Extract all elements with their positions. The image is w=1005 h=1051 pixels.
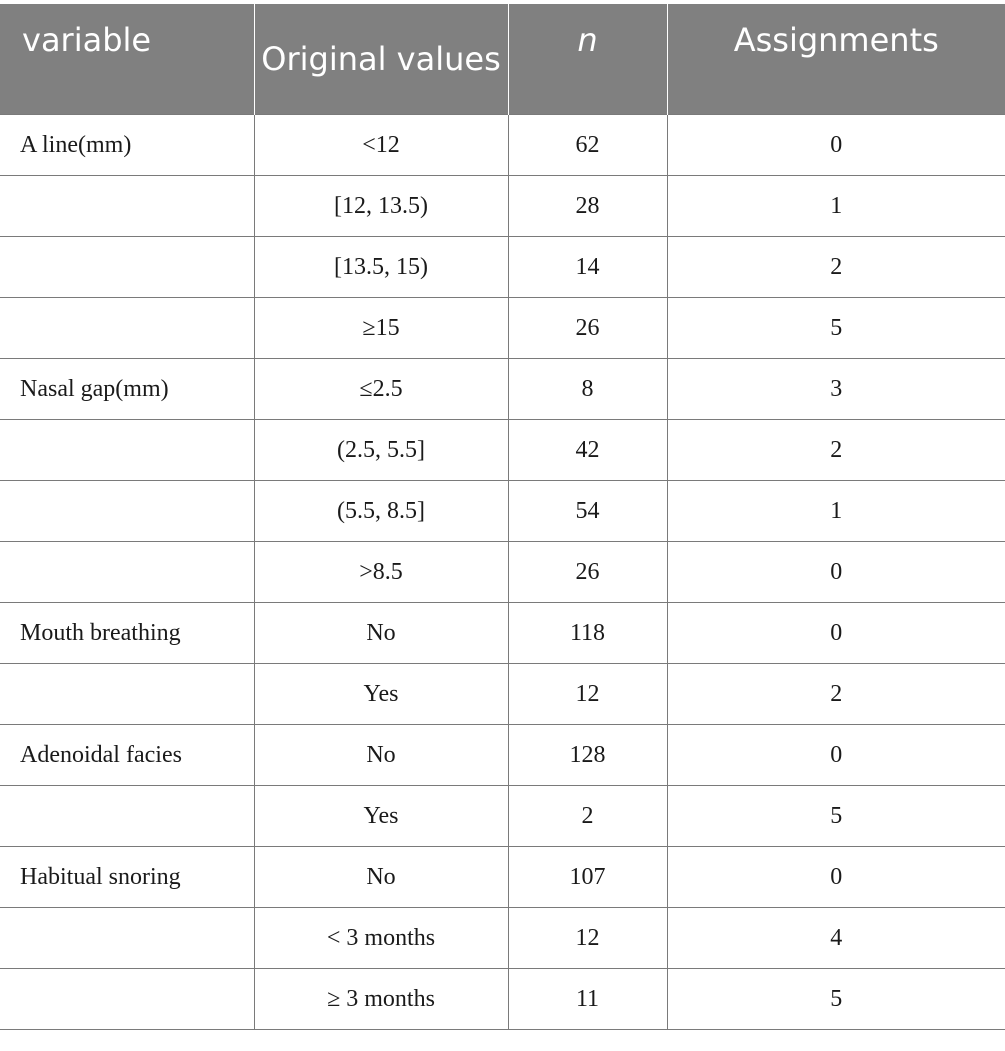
- header-original-values: Original values: [254, 4, 508, 115]
- cell-n: 26: [508, 542, 667, 603]
- cell-original-value: No: [254, 603, 508, 664]
- cell-assignment: 2: [667, 664, 1005, 725]
- header-variable: variable: [0, 4, 254, 115]
- cell-original-value: ≥15: [254, 298, 508, 359]
- assignment-table: [0, 4, 1005, 1030]
- cell-variable: Nasal gap(mm): [0, 359, 254, 420]
- cell-variable: A line(mm): [0, 115, 254, 176]
- cell-variable: [0, 969, 254, 1030]
- cell-n: 42: [508, 420, 667, 481]
- cell-assignment: 5: [667, 786, 1005, 847]
- cell-assignment: 1: [667, 481, 1005, 542]
- table-body: [0, 115, 1005, 1030]
- table-row: [0, 359, 1005, 420]
- cell-n: 14: [508, 237, 667, 298]
- cell-n: 2: [508, 786, 667, 847]
- cell-assignment: 2: [667, 237, 1005, 298]
- cell-variable: [0, 481, 254, 542]
- table-row: [0, 908, 1005, 969]
- table-row: [0, 847, 1005, 908]
- header-n: n: [508, 4, 667, 115]
- table-row: [0, 542, 1005, 603]
- cell-original-value: Yes: [254, 664, 508, 725]
- cell-original-value: < 3 months: [254, 908, 508, 969]
- cell-original-value: <12: [254, 115, 508, 176]
- cell-variable: [0, 908, 254, 969]
- cell-assignment: 0: [667, 542, 1005, 603]
- cell-assignment: 0: [667, 115, 1005, 176]
- cell-assignment: 4: [667, 908, 1005, 969]
- cell-variable: Mouth breathing: [0, 603, 254, 664]
- table-row: [0, 420, 1005, 481]
- cell-n: 118: [508, 603, 667, 664]
- table-header: [0, 4, 1005, 115]
- cell-assignment: 5: [667, 969, 1005, 1030]
- cell-original-value: No: [254, 725, 508, 786]
- cell-original-value: [13.5, 15): [254, 237, 508, 298]
- cell-assignment: 0: [667, 725, 1005, 786]
- table-row: [0, 176, 1005, 237]
- cell-n: 28: [508, 176, 667, 237]
- cell-original-value: No: [254, 847, 508, 908]
- cell-assignment: 1: [667, 176, 1005, 237]
- cell-variable: [0, 176, 254, 237]
- cell-assignment: 0: [667, 847, 1005, 908]
- table-row: [0, 237, 1005, 298]
- cell-variable: Adenoidal facies: [0, 725, 254, 786]
- cell-n: 11: [508, 969, 667, 1030]
- cell-n: 128: [508, 725, 667, 786]
- cell-variable: [0, 542, 254, 603]
- cell-original-value: ≤2.5: [254, 359, 508, 420]
- cell-variable: Habitual snoring: [0, 847, 254, 908]
- cell-n: 12: [508, 908, 667, 969]
- cell-original-value: [12, 13.5): [254, 176, 508, 237]
- cell-variable: [0, 237, 254, 298]
- cell-variable: [0, 664, 254, 725]
- cell-original-value: Yes: [254, 786, 508, 847]
- cell-n: 12: [508, 664, 667, 725]
- cell-n: 26: [508, 298, 667, 359]
- cell-original-value: (2.5, 5.5]: [254, 420, 508, 481]
- cell-assignment: 0: [667, 603, 1005, 664]
- cell-n: 54: [508, 481, 667, 542]
- cell-original-value: >8.5: [254, 542, 508, 603]
- table-row: [0, 725, 1005, 786]
- table-row: [0, 786, 1005, 847]
- cell-assignment: 5: [667, 298, 1005, 359]
- header-row: [0, 4, 1005, 115]
- cell-variable: [0, 420, 254, 481]
- cell-original-value: ≥ 3 months: [254, 969, 508, 1030]
- cell-variable: [0, 298, 254, 359]
- cell-original-value: (5.5, 8.5]: [254, 481, 508, 542]
- table-row: [0, 298, 1005, 359]
- cell-assignment: 3: [667, 359, 1005, 420]
- table-row: [0, 603, 1005, 664]
- header-assignments: Assignments: [667, 4, 1005, 115]
- cell-n: 62: [508, 115, 667, 176]
- cell-variable: [0, 786, 254, 847]
- table-row: [0, 664, 1005, 725]
- table-row: [0, 481, 1005, 542]
- cell-assignment: 2: [667, 420, 1005, 481]
- cell-n: 8: [508, 359, 667, 420]
- cell-n: 107: [508, 847, 667, 908]
- table-row: [0, 115, 1005, 176]
- table-row: [0, 969, 1005, 1030]
